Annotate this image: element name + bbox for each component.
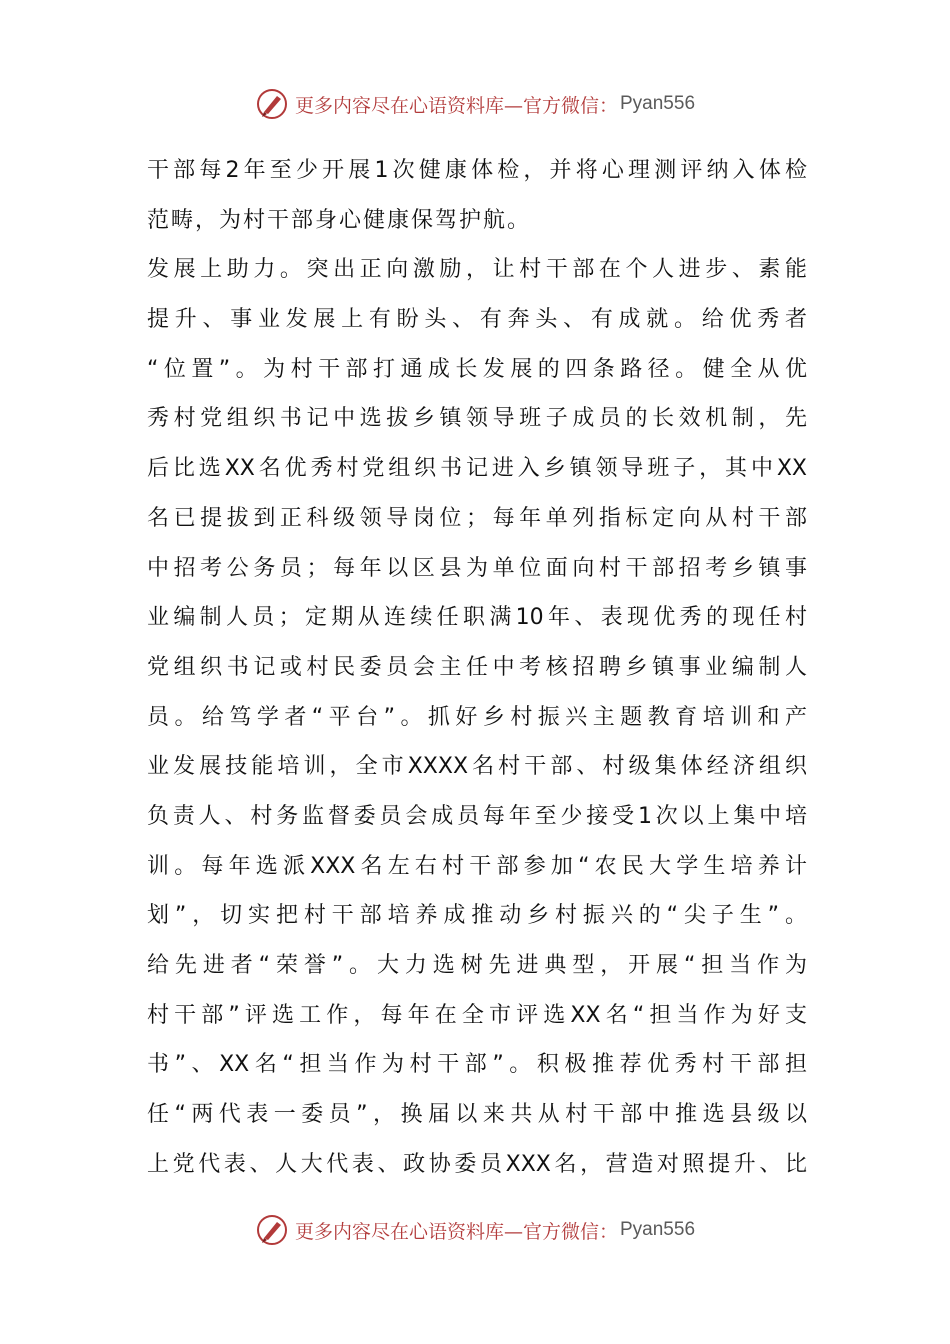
text-line: 员。给笃学者“平台”。抓好乡村振兴主题教育培训和产 [147, 704, 807, 730]
text-line: 名已提拔到正科级领导岗位；每年单列指标定向从村干部 [147, 505, 807, 531]
text-line: 提升、事业发展上有盼头、有奔头、有成就。给优秀者 [147, 307, 807, 333]
text-line: 党组织书记或村民委员会主任中考核招聘乡镇事业编制人 [147, 654, 807, 680]
text-line: 业编制人员；定期从连续任职满10年、表现优秀的现任村 [147, 605, 807, 631]
text-line: 发展上助力。突出正向激励，让村干部在个人进步、素能 [147, 257, 807, 283]
text-line: 后比选XX名优秀村党组织书记进入乡镇领导班子，其中XX [147, 456, 807, 482]
text-line: 给先进者“荣誉”。大力选树先进典型，开展“担当作为 [147, 953, 807, 978]
pen-circle-logo-icon [255, 1213, 289, 1247]
text-line: 任“两代表一委员”，换届以来共从村干部中推选县级以 [147, 1102, 807, 1128]
text-line: 范畴，为村干部身心健康保驾护航。 [147, 207, 532, 233]
page-footer-watermark [0, 1212, 950, 1248]
text-line: 书”、XX名“担当作为村干部”。积极推荐优秀村干部担 [147, 1052, 807, 1078]
text-line: 干部每2年至少开展1次健康体检，并将心理测评纳入体检 [147, 158, 807, 183]
text-line: “位置”。为村干部打通成长发展的四条路径。健全从优 [147, 356, 807, 382]
text-line: 划”，切实把村干部培养成推动乡村振兴的“尖子生”。 [147, 903, 807, 929]
pen-circle-logo-icon [255, 87, 289, 121]
text-line: 上党代表、人大代表、政协委员XXX名，营造对照提升、比 [147, 1151, 807, 1177]
body-text [147, 146, 807, 1189]
text-line: 秀村党组织书记中选拔乡镇领导班子成员的长效机制，先 [147, 406, 807, 432]
footer-watermark-text: 更多内容尽在心语资料库—官方微信： [294, 1220, 618, 1243]
header-watermark-brand: Pyan556 [620, 93, 696, 114]
text-line: 训。每年选派XXX名左右村干部参加“农民大学生培养计 [147, 853, 807, 879]
text-line: 业发展技能培训，全市XXXX名村干部、村级集体经济组织 [147, 754, 807, 780]
text-line: 村干部”评选工作，每年在全市评选XX名“担当作为好支 [147, 1002, 807, 1028]
footer-watermark-brand: Pyan556 [620, 1219, 696, 1240]
text-line: 负责人、村务监督委员会成员每年至少接受1次以上集中培 [147, 803, 807, 829]
page-header-watermark [0, 86, 950, 122]
header-watermark-text: 更多内容尽在心语资料库—官方微信： [294, 94, 618, 117]
text-line: 中招考公务员；每年以区县为单位面向村干部招考乡镇事 [147, 555, 807, 581]
